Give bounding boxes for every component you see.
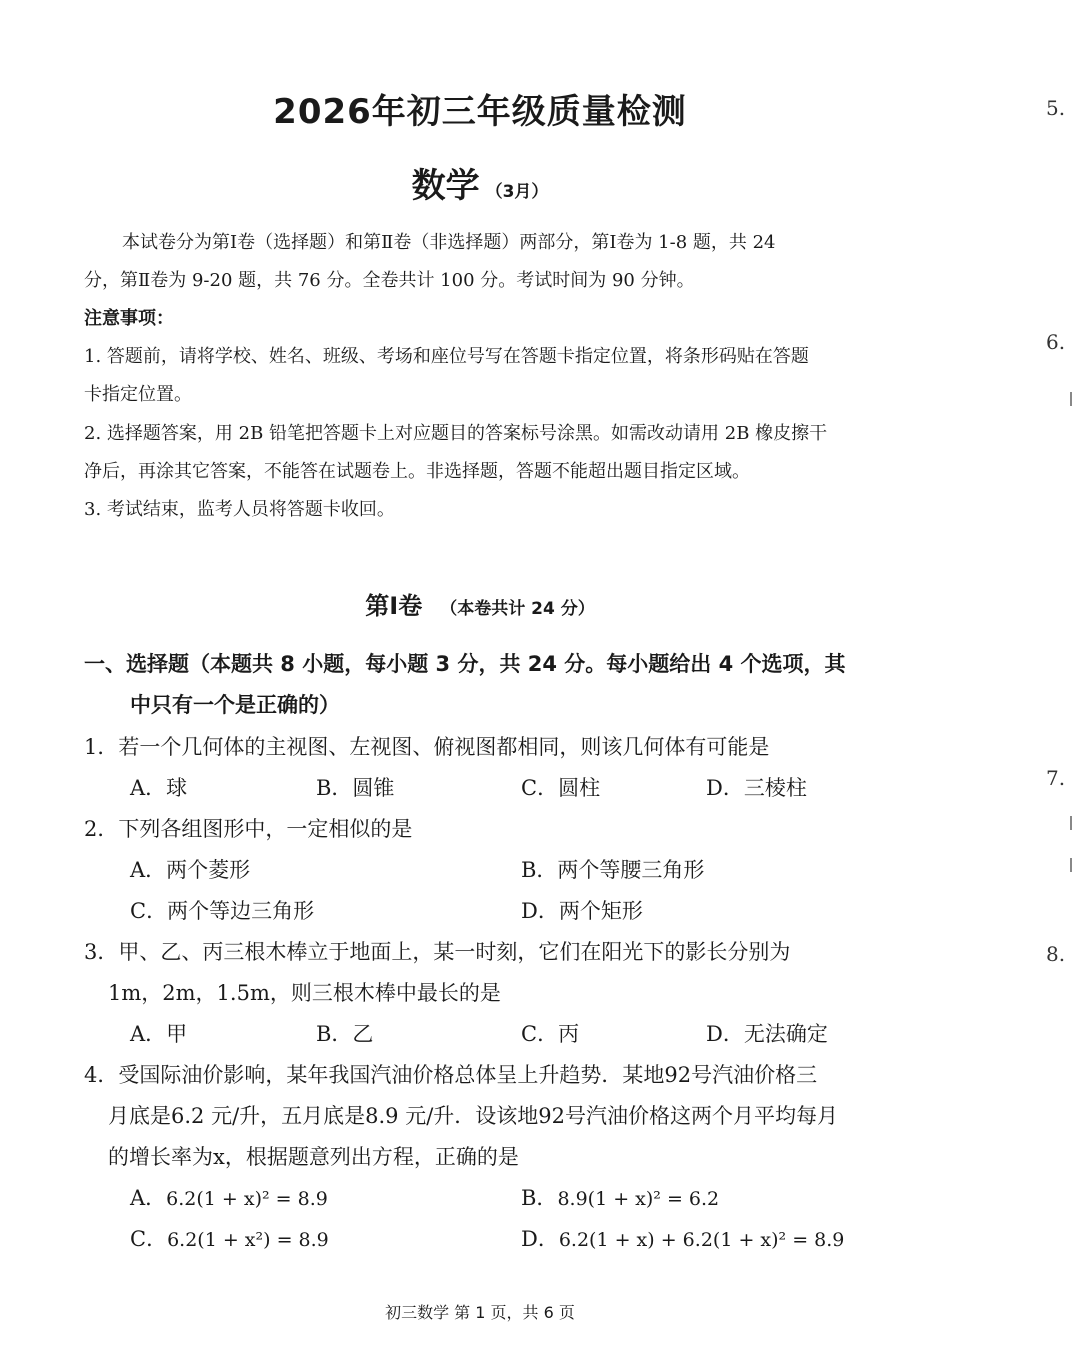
note-1-line-2: 卡指定位置。 [84, 384, 192, 405]
option-d-label: D． [521, 1227, 559, 1251]
part-one-heading-line-2: 中只有一个是正确的） [130, 693, 340, 717]
question-3-option-c: C．丙 [521, 1022, 580, 1046]
next-page-number-5: 5. [1046, 96, 1066, 120]
option-a-expression: 6.2(1 + x)² = 8.9 [166, 1188, 328, 1210]
notes-title: 注意事项： [84, 308, 174, 329]
subject-name: 数学 [411, 166, 480, 206]
question-1-option-c: C．圆柱 [521, 776, 601, 800]
question-4-option-a [130, 1182, 328, 1212]
exam-title: 2026年初三年级质量检测 [273, 92, 687, 132]
next-page-fragment [1070, 858, 1072, 872]
question-2-option-b: B．两个等腰三角形 [521, 858, 705, 882]
question-2-option-d: D．两个矩形 [521, 899, 643, 923]
intro-line-1: 本试卷分为第Ⅰ卷（选择题）和第Ⅱ卷（非选择题）两部分，第Ⅰ卷为 1-8 题，共 24 [122, 232, 776, 253]
intro-line-2: 分，第Ⅱ卷为 9-20 题，共 76 分。全卷共计 100 分。考试时间为 90 分钟。 [84, 270, 695, 291]
question-2-option-a: A．两个菱形 [130, 858, 251, 882]
next-page-fragment [1070, 392, 1072, 406]
question-3-stem-line-1: 3．甲、乙、丙三根木棒立于地面上，某一时刻，它们在阳光下的影长分别为 [84, 940, 791, 964]
option-b-expression: 8.9(1 + x)² = 6.2 [557, 1188, 720, 1210]
question-3-option-a: A．甲 [130, 1022, 188, 1046]
option-d-expression: 6.2(1 + x) + 6.2(1 + x)² = 8.9 [558, 1229, 845, 1251]
question-3-option-b: B．乙 [316, 1022, 374, 1046]
option-c-label: C． [130, 1227, 168, 1251]
question-1-option-a: A．球 [130, 776, 188, 800]
part-one-heading-line-1: 一、选择题（本题共 8 小题，每小题 3 分，共 24 分。每小题给出 4 个选项，其 [84, 652, 846, 676]
subject-month: （3月） [485, 182, 549, 202]
subject-line [0, 158, 960, 207]
option-a-label: A． [130, 1186, 167, 1210]
question-2-stem: 2．下列各组图形中，一定相似的是 [84, 817, 413, 841]
question-2-option-c: C．两个等边三角形 [130, 899, 315, 923]
next-page-number-8: 8. [1046, 942, 1066, 966]
question-4-option-d [521, 1223, 844, 1253]
next-page-fragment [1070, 816, 1072, 830]
note-3: 3. 考试结束，监考人员将答题卡收回。 [84, 499, 395, 520]
note-2-line-1: 2. 选择题答案，用 2B 铅笔把答题卡上对应题目的答案标号涂黑。如需改动请用 2B 橡皮擦干 [84, 423, 828, 444]
question-4-option-c [130, 1223, 329, 1253]
question-1-option-b: B．圆锥 [316, 776, 395, 800]
section-note: （本卷共计 24 分） [440, 599, 595, 619]
option-b-label: B． [521, 1186, 558, 1210]
option-c-expression: 6.2(1 + x²) = 8.9 [167, 1229, 329, 1251]
question-1-option-d: D．三棱柱 [706, 776, 807, 800]
question-4-stem-line-2: 月底是6.2 元/升，五月底是8.9 元/升．设该地92号汽油价格这两个月平均每月 [108, 1104, 839, 1128]
question-1-stem: 1．若一个几何体的主视图、左视图、俯视图都相同，则该几何体有可能是 [84, 735, 770, 759]
page-footer: 初三数学 第 1 页，共 6 页 [385, 1303, 575, 1322]
question-4-option-b [521, 1182, 719, 1212]
question-4-stem-line-3: 的增长率为x，根据题意列出方程，正确的是 [108, 1145, 519, 1169]
section-title [0, 586, 960, 621]
note-2-line-2: 净后，再涂其它答案，不能答在试题卷上。非选择题，答题不能超出题目指定区域。 [84, 461, 750, 482]
section-name: 第Ⅰ卷 [365, 592, 423, 620]
question-3-option-d: D．无法确定 [706, 1022, 828, 1046]
question-4-stem-line-1: 4．受国际油价影响，某年我国汽油价格总体呈上升趋势．某地92号汽油价格三 [84, 1063, 818, 1087]
question-3-stem-line-2: 1m，2m，1.5m，则三根木棒中最长的是 [108, 981, 501, 1005]
next-page-number-6: 6. [1046, 330, 1066, 354]
next-page-number-7: 7. [1046, 766, 1066, 790]
note-1-line-1: 1. 答题前，请将学校、姓名、班级、考场和座位号写在答题卡指定位置，将条形码贴在答题 [84, 346, 809, 367]
